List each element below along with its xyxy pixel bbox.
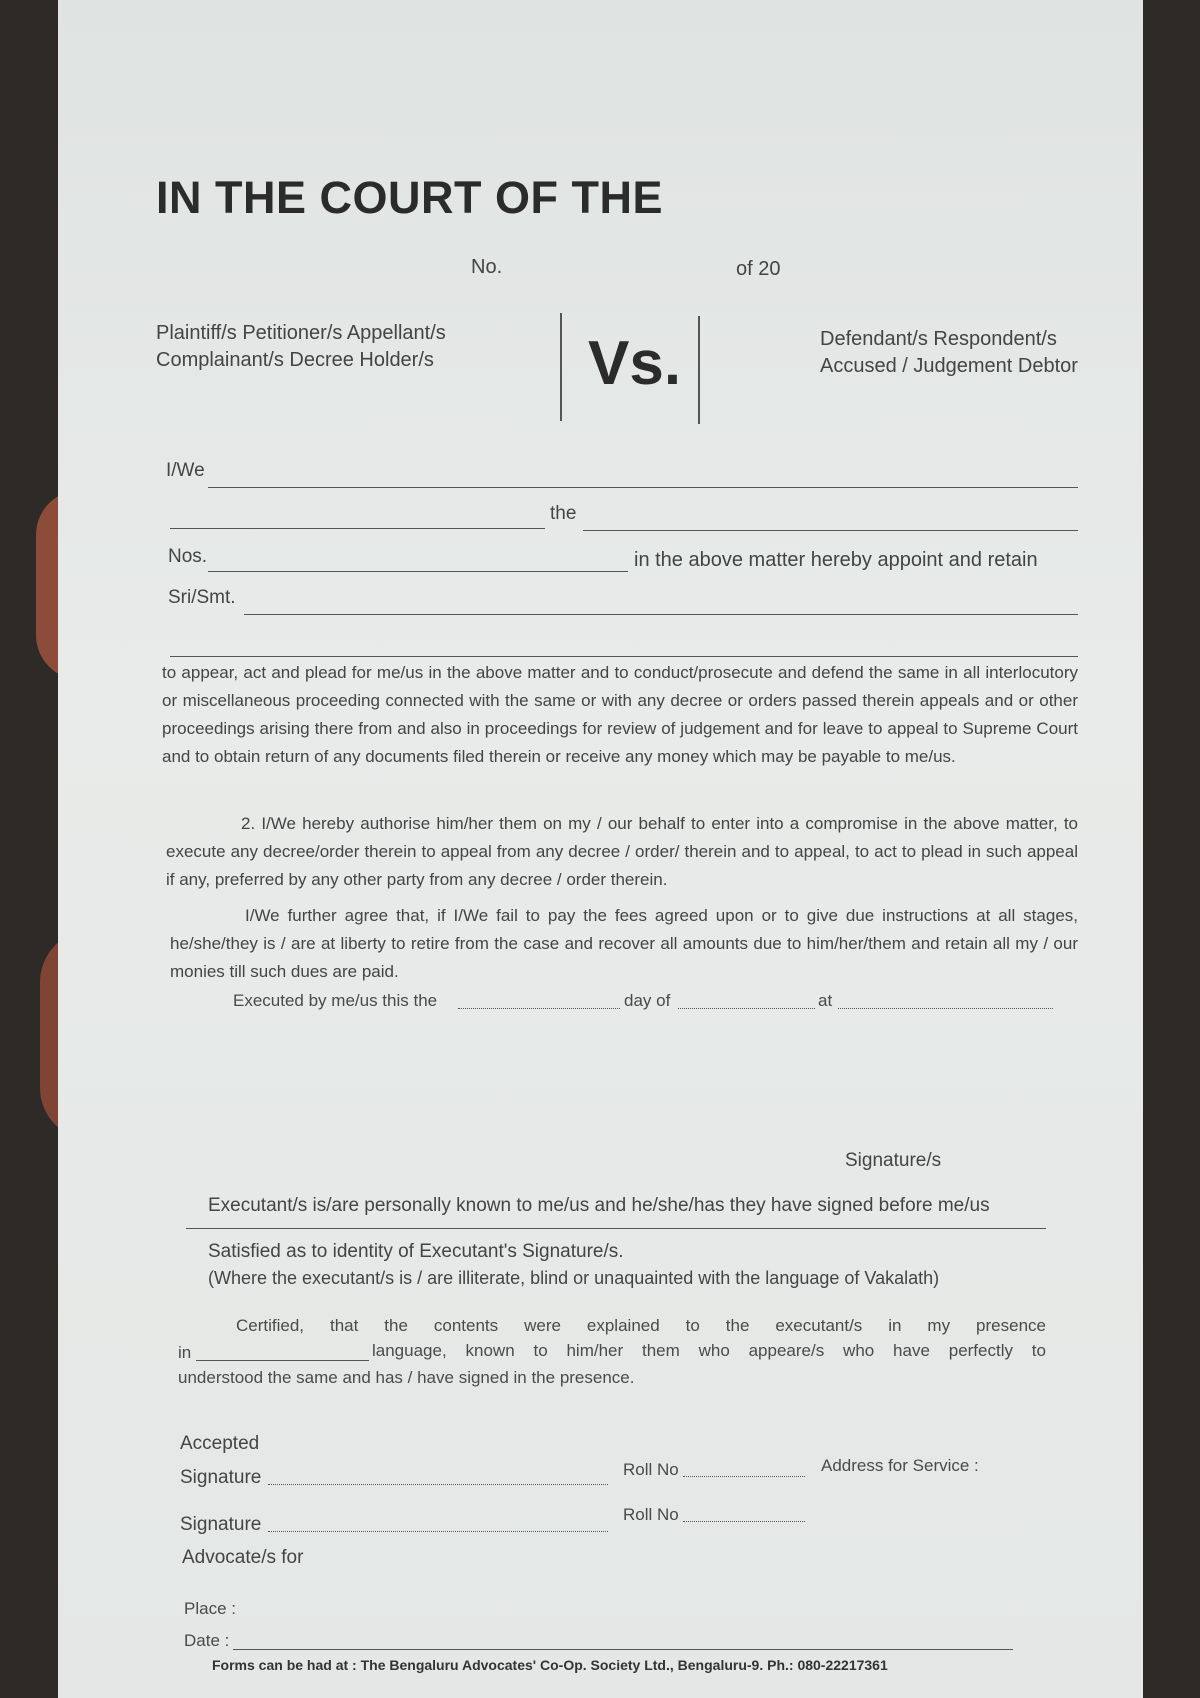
- signature-field-2: [268, 1531, 608, 1532]
- at-label: at: [818, 991, 833, 1010]
- executants-rule: [186, 1228, 1046, 1229]
- date-label: Date :: [184, 1631, 230, 1650]
- plaintiff-block: [156, 320, 446, 374]
- in-label: in: [178, 1343, 192, 1362]
- signature-field-1: [268, 1484, 608, 1485]
- advocates-for-label: Advocate/s for: [182, 1547, 304, 1568]
- plaintiff-line-1: Plaintiff/s Petitioner/s Appellant/s: [156, 322, 446, 344]
- signatures-label: Signature/s: [845, 1150, 942, 1171]
- name-line-2a: [170, 528, 545, 529]
- iwe-line: [208, 487, 1078, 488]
- roll-no-field-2: [683, 1521, 805, 1522]
- certified-text: Certified, that the contents were explained to the executant/s in my presence: [236, 1316, 1046, 1335]
- executed-place-field: [838, 1008, 1053, 1009]
- court-title: IN THE COURT OF THE: [156, 172, 663, 223]
- roll-no-field-1: [683, 1476, 805, 1477]
- day-of-label: day of: [624, 991, 671, 1010]
- appoint-text: in the above matter hereby appoint and retain: [634, 549, 1038, 571]
- vakalath-form-page: [58, 0, 1143, 1698]
- where-text: (Where the executant/s is / are illiterate, blind or unaquainted with the language of Vakalath): [208, 1268, 940, 1288]
- executed-label: Executed by me/us this the: [233, 991, 438, 1010]
- advocate-name-line: [170, 656, 1078, 657]
- defendant-block: [820, 326, 1078, 380]
- case-no-label: No.: [471, 256, 503, 278]
- executants-known-text: Executant/s is/are personally known to me/us and he/she/has they have signed before me/us: [208, 1195, 990, 1216]
- plaintiff-line-2: Complainant/s Decree Holder/s: [156, 349, 434, 371]
- versus-label: Vs.: [588, 329, 682, 398]
- fees-paragraph: I/We further agree that, if I/We fail to pay the fees agreed upon or to give due instructions at all stages, he/she/they is / are at liberty to retire from the case and recover all amounts due to him/her/them and retain all my / our monies till such dues are paid.: [170, 906, 1078, 981]
- sri-smt-line: [244, 614, 1078, 615]
- defendant-line-2: Accused / Judgement Debtor: [820, 355, 1078, 377]
- the-label: the: [550, 503, 577, 524]
- language-text: language, known to him/her them who appeare/s who have perfectly to: [372, 1341, 1046, 1360]
- accepted-label: Accepted: [180, 1433, 260, 1454]
- sri-smt-label: Sri/Smt.: [168, 587, 236, 608]
- executed-day-field: [458, 1008, 620, 1009]
- name-line-2b: [583, 530, 1078, 531]
- footer-note: Forms can be had at : The Bengaluru Advocates' Co-Op. Society Ltd., Bengaluru-9. Ph.: 080-22217361: [212, 1657, 888, 1673]
- place-label: Place :: [184, 1599, 236, 1618]
- understood-text: understood the same and has / have signed in the presence.: [178, 1368, 635, 1387]
- nos-line: [208, 571, 628, 572]
- iwe-label: I/We: [166, 460, 205, 481]
- date-rule: [233, 1649, 1013, 1650]
- vs-right-rule: [698, 316, 700, 424]
- signature-label-2: Signature: [180, 1514, 262, 1535]
- vs-left-rule: [560, 313, 562, 421]
- signature-label-1: Signature: [180, 1467, 262, 1488]
- authority-paragraph-1: to appear, act and plead for me/us in the above matter and to conduct/prosecute and defend the same in all interlocutory or miscellaneous proceeding connected with the same or with any decree or orders passed therein appeals and or other proceedings arising there from and also in proceedings for review of judgement and for leave to appeal to Supreme Court and to obtain return of any documents filed therein or receive any money which may be payable to me/us.: [162, 663, 1078, 766]
- nos-label: Nos.: [168, 546, 208, 567]
- authority-paragraph-2: 2. I/We hereby authorise him/her them on my / our behalf to enter into a compromise in the above matter, to execute any decree/order therein to appeal from any decree / order/ therein and to appeal, to act to plead in such appeal if any, preferred by any other party from any decree / order therein.: [166, 814, 1078, 889]
- defendant-line-1: Defendant/s Respondent/s: [820, 328, 1057, 350]
- roll-no-label-1: Roll No: [623, 1460, 679, 1479]
- executed-month-field: [678, 1008, 815, 1009]
- case-year-label: of 20: [736, 258, 781, 280]
- language-field: [196, 1360, 369, 1361]
- roll-no-label-2: Roll No: [623, 1505, 679, 1524]
- satisfied-text: Satisfied as to identity of Executant's Signature/s.: [208, 1241, 624, 1262]
- address-for-service-label: Address for Service :: [821, 1456, 979, 1475]
